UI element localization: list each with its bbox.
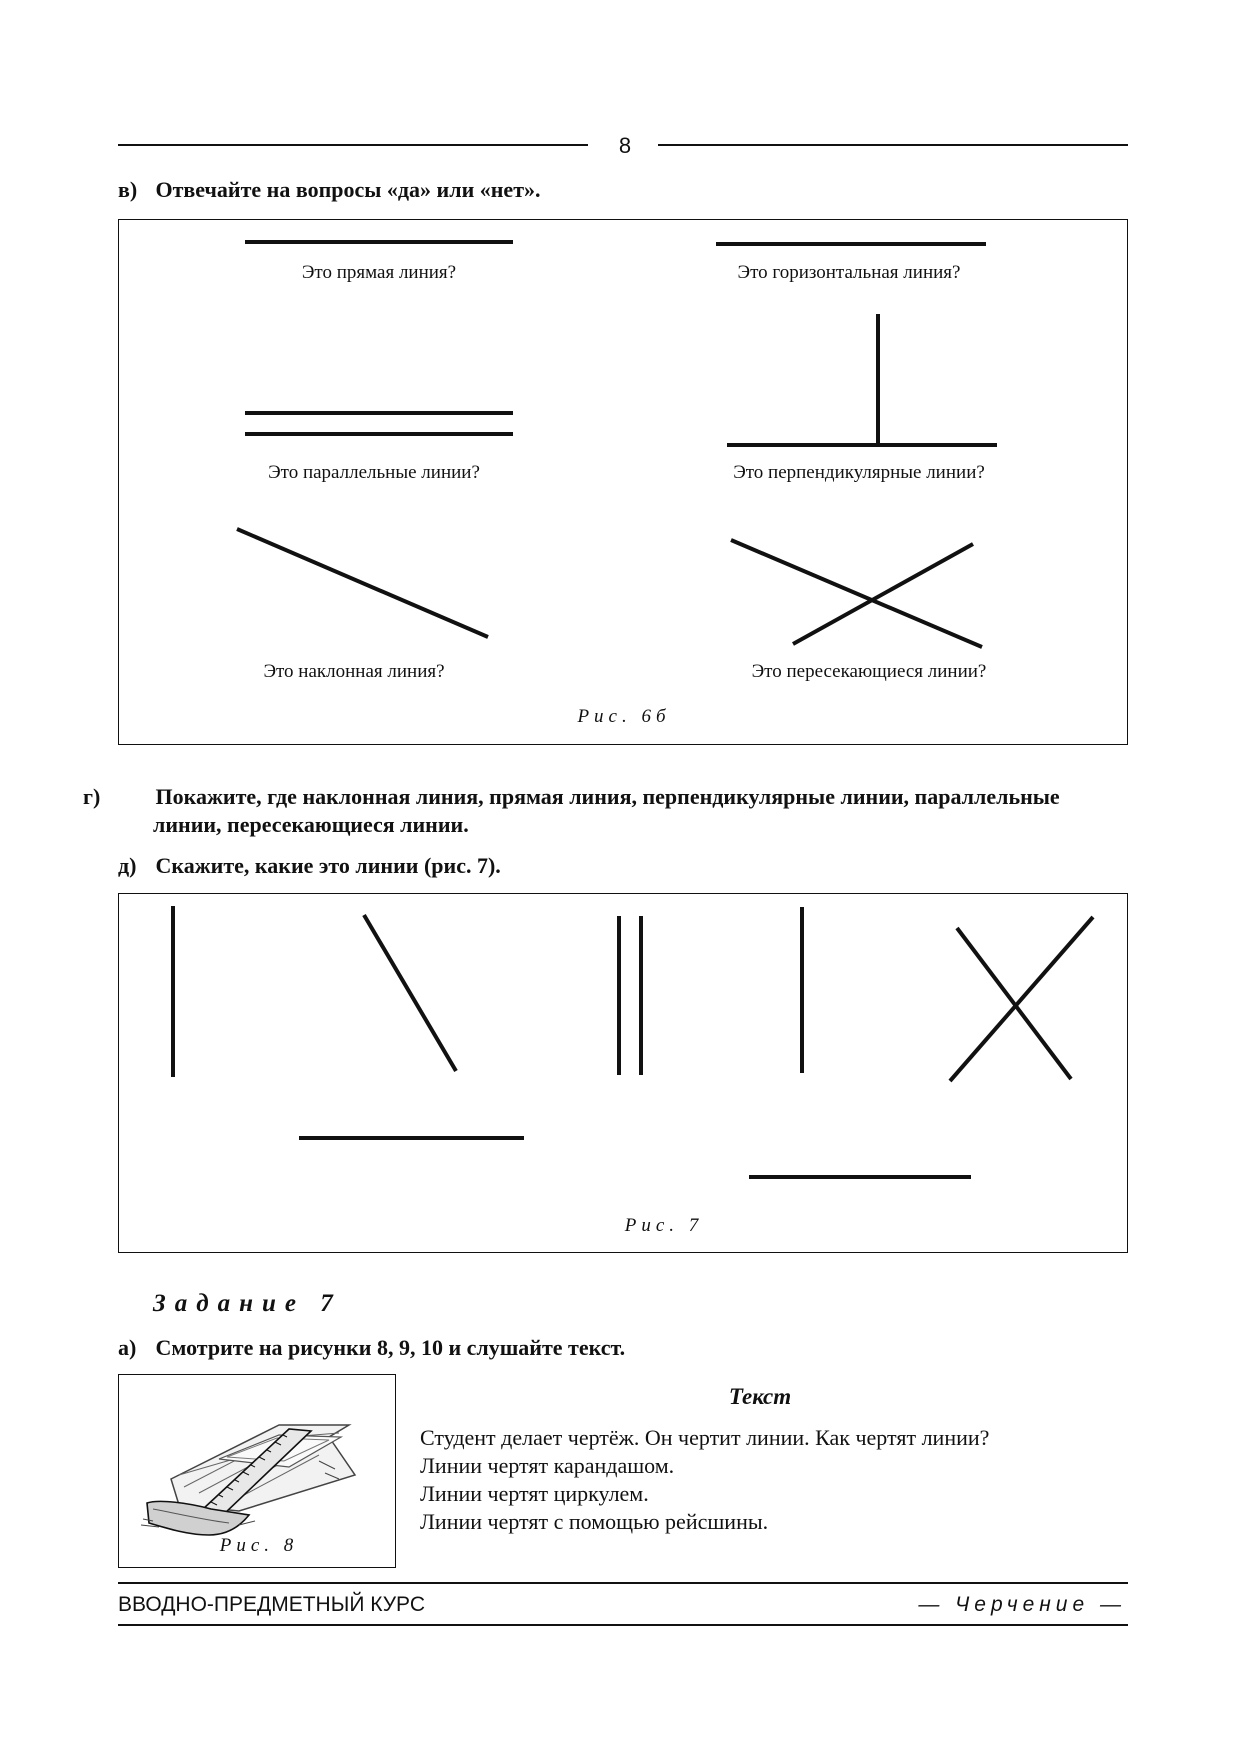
intersecting-line-1: [731, 540, 982, 647]
text-body: [420, 1424, 1140, 1536]
caption-inclined: Это наклонная линия?: [263, 661, 445, 682]
footer-subject: — Черчение —: [918, 1593, 1126, 1616]
figure-8: [118, 1374, 396, 1568]
text-title: Текст: [728, 1384, 792, 1409]
text-line: Студент делает чертёж. Он чертит линии. Как чертят линии?: [420, 1425, 990, 1450]
inclined-line: [364, 915, 456, 1071]
task-g: [83, 783, 1126, 839]
caption-horizontal: Это горизонтальная линия?: [737, 262, 961, 283]
figure-7-drawing: [119, 894, 1129, 1254]
task-g-marker: г): [83, 784, 101, 809]
caption-straight: Это прямая линия?: [301, 262, 457, 283]
caption-parallel: Это параллельные линии?: [268, 462, 480, 483]
caption-intersecting: Это пересекающиеся линии?: [751, 661, 987, 682]
page-number: 8: [618, 133, 632, 158]
figure-7-label: Рис. 7: [624, 1215, 704, 1236]
header-rule-left: [118, 144, 588, 146]
footer-course-title: ВВОДНО-ПРЕДМЕТНЫЙ КУРС: [118, 1593, 425, 1616]
task-v: [118, 176, 1126, 204]
task-d-marker: д): [118, 853, 137, 878]
task-d: [118, 852, 1126, 880]
text-line: Линии чертят с помощью рейсшины.: [420, 1509, 769, 1534]
task-a-text: Смотрите на рисунки 8, 9, 10 и слушайте текст.: [155, 1335, 626, 1360]
text-line: Линии чертят циркулем.: [420, 1481, 649, 1506]
footer-rule-top: [118, 1582, 1128, 1584]
header-rule-right: [658, 144, 1128, 146]
assignment-heading: Задание 7: [153, 1290, 342, 1317]
figure-8-label: Рис. 8: [219, 1535, 299, 1556]
task-g-text: Покажите, где наклонная линия, прямая линия, перпендикулярные линии, параллельные линии, пересекающиеся линии.: [153, 784, 1060, 837]
task-a-marker: а): [118, 1335, 137, 1360]
task-v-marker: в): [118, 177, 138, 202]
figure-6b-label: Рис. 6б: [577, 706, 671, 727]
figure-7: [118, 893, 1128, 1253]
inclined-line: [237, 529, 488, 637]
task-v-text: Отвечайте на вопросы «да» или «нет».: [155, 177, 541, 202]
intersecting-line-2: [793, 544, 973, 644]
figure-6b: [118, 219, 1128, 745]
text-line: Линии чертят карандашом.: [420, 1453, 675, 1478]
caption-perpendicular: Это перпендикулярные линии?: [733, 462, 985, 483]
task-a: [118, 1334, 1126, 1362]
task-d-text: Скажите, какие это линии (рис. 7).: [155, 853, 501, 878]
footer-rule-bottom: [118, 1624, 1128, 1626]
intersecting-line-2: [950, 917, 1093, 1081]
